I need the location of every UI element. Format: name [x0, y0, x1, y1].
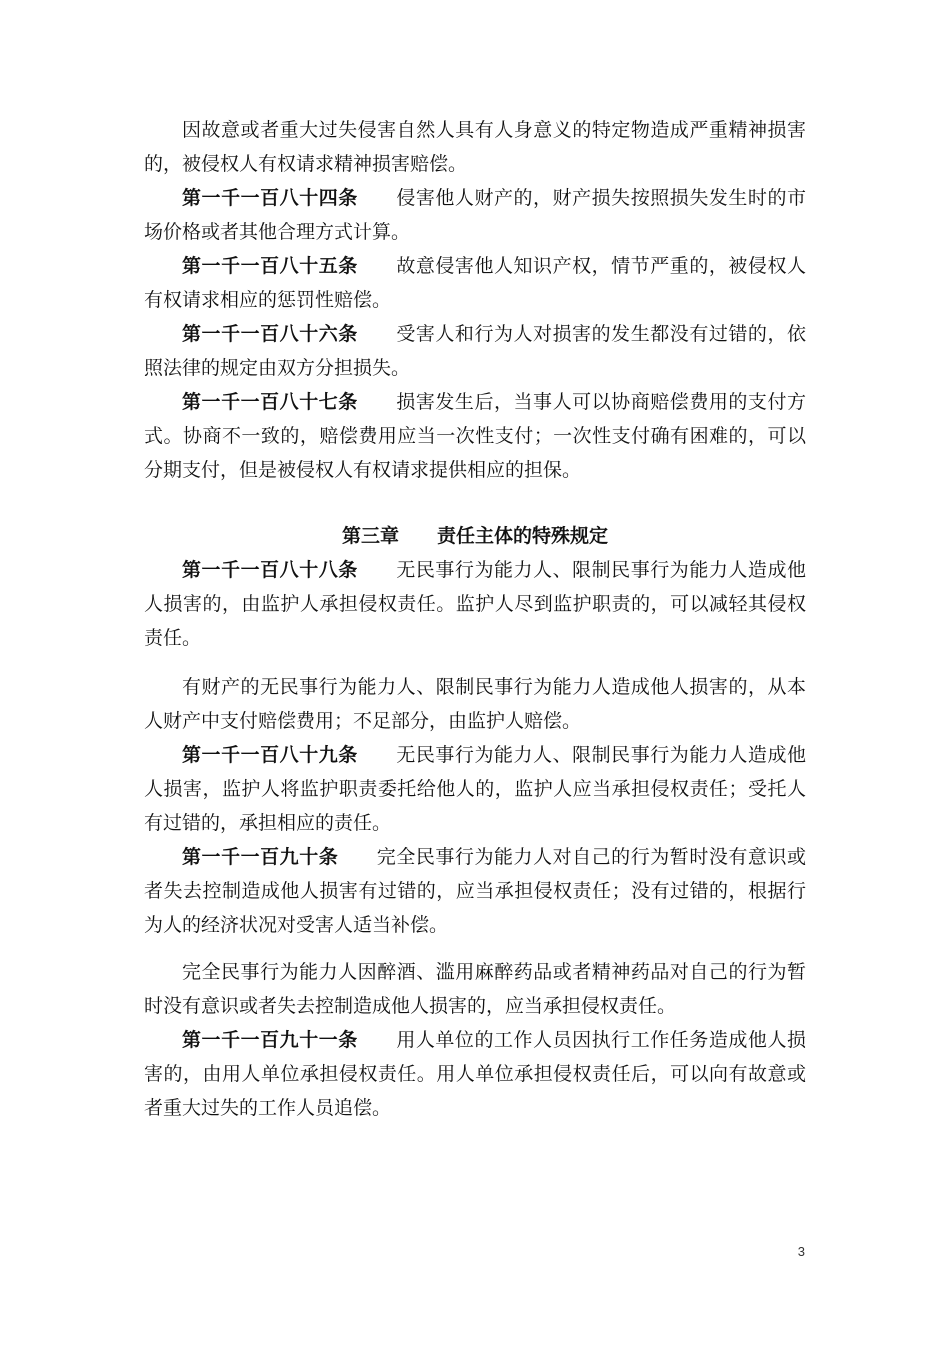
page-number: 3 [797, 1244, 805, 1259]
article-1191 [144, 1023, 806, 1125]
article-1187 [144, 385, 806, 487]
article-number: 第一千一百八十九条 [182, 744, 358, 766]
article-number: 第一千一百八十八条 [182, 559, 358, 581]
paragraph-text: 完全民事行为能力人因醉酒、滥用麻醉药品或者精神药品对自己的行为暂时没有意识或者失去控制造成他人损害的，应当承担侵权责任。 [144, 961, 806, 1017]
paragraph-1 [144, 113, 806, 181]
article-text: 完全民事行为能力人对自己的行为暂时没有意识或者失去控制造成他人损害有过错的，应当承担侵权责任；没有过错的，根据行为人的经济状况对受害人适当补偿。 [144, 846, 806, 936]
article-1186 [144, 317, 806, 385]
article-number: 第一千一百八十六条 [182, 323, 358, 345]
article-text: 无民事行为能力人、限制民事行为能力人造成他人损害的，由监护人承担侵权责任。监护人尽到监护职责的，可以减轻其侵权责任。 [144, 559, 806, 649]
article-number: 第一千一百八十四条 [182, 187, 358, 209]
paragraph-1190-2 [144, 955, 806, 1023]
article-number: 第一千一百九十条 [182, 846, 339, 868]
article-1184 [144, 181, 806, 249]
article-text: 无民事行为能力人、限制民事行为能力人造成他人损害，监护人将监护职责委托给他人的，监护人应当承担侵权责任；受托人有过错的，承担相应的责任。 [144, 744, 806, 834]
chapter-heading [144, 519, 806, 553]
article-number: 第一千一百八十五条 [182, 255, 358, 277]
article-text: 受害人和行为人对损害的发生都没有过错的，依照法律的规定由双方分担损失。 [144, 323, 806, 379]
article-text: 侵害他人财产的，财产损失按照损失发生时的市场价格或者其他合理方式计算。 [144, 187, 806, 243]
article-1189 [144, 738, 806, 840]
article-number: 第一千一百九十一条 [182, 1029, 358, 1051]
article-text: 故意侵害他人知识产权，情节严重的，被侵权人有权请求相应的惩罚性赔偿。 [144, 255, 806, 311]
article-number: 第一千一百八十七条 [182, 391, 358, 413]
paragraph-text: 因故意或者重大过失侵害自然人具有人身意义的特定物造成严重精神损害的，被侵权人有权请求精神损害赔偿。 [144, 119, 806, 175]
article-text: 损害发生后，当事人可以协商赔偿费用的支付方式。协商不一致的，赔偿费用应当一次性支付；一次性支付确有困难的，可以分期支付，但是被侵权人有权请求提供相应的担保。 [144, 391, 806, 481]
paragraph-1188-2 [144, 670, 806, 738]
paragraph-text: 有财产的无民事行为能力人、限制民事行为能力人造成他人损害的，从本人财产中支付赔偿费用；不足部分，由监护人赔偿。 [144, 676, 806, 732]
chapter-title: 责任主体的特殊规定 [437, 525, 609, 547]
article-1185 [144, 249, 806, 317]
chapter-number: 第三章 [341, 525, 399, 547]
article-1188 [144, 553, 806, 655]
article-1190 [144, 840, 806, 942]
article-text: 用人单位的工作人员因执行工作任务造成他人损害的，由用人单位承担侵权责任。用人单位承担侵权责任后，可以向有故意或者重大过失的工作人员追偿。 [144, 1029, 806, 1119]
